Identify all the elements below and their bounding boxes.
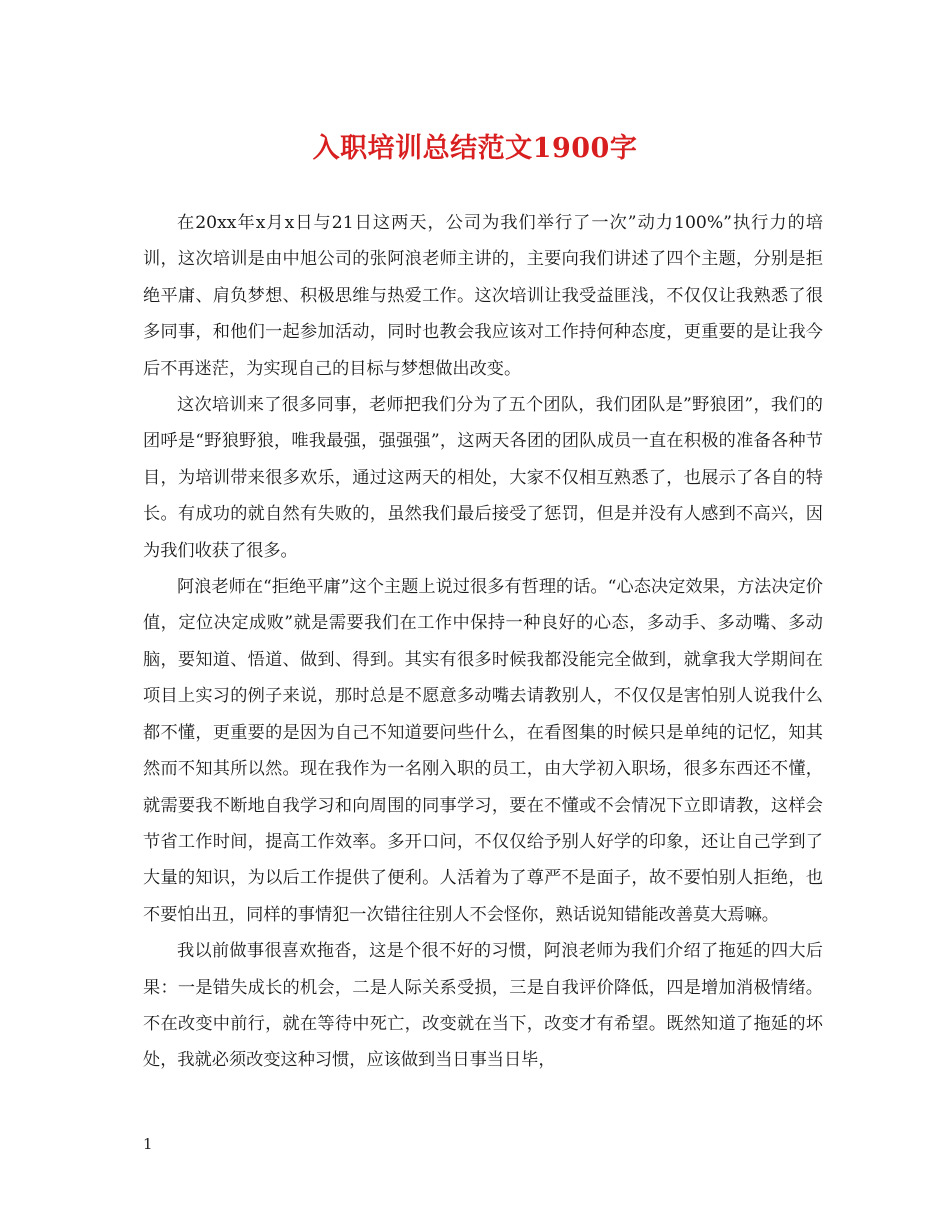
paragraph-1: 在20xx年x月x日与21日这两天，公司为我们举行了一次”动力100%”执行力的培训，这次培训是由中旭公司的张阿浪老师主讲的，主要向我们讲述了四个主题，分别是拒绝平庸、肩负梦想、积极思维与热爱工作。这次培训让我受益匪浅，不仅仅让我熟悉了很多同事，和他们一起参加活动，同时也教会我应该对工作持何种态度，更重要的是让我今后不再迷茫，为实现自己的目标与梦想做出改变。 [143,213,823,379]
paragraph-2: 这次培训来了很多同事，老师把我们分为了五个团队，我们团队是”野狼团”，我们的团呼是“野狼野狼，唯我最强，强强强”，这两天各团的团队成员一直在积极的准备各种节目，为培训带来很多欢乐，通过这两天的相处，大家不仅相互熟悉了，也展示了各自的特长。有成功的就自然有失败的，虽然我们最后接受了惩罚，但是并没有人感到不高兴，因为我们收获了很多。 [143,395,823,561]
page-number: 1 [143,1135,153,1153]
document-title: 入职培训总结范文1900字 [312,133,638,164]
paragraph-3: 阿浪老师在“拒绝平庸”这个主题上说过很多有哲理的话。“心态决定效果，方法决定价值，定位决定成败”就是需要我们在工作中保持一种良好的心态，多动手、多动嘴、多动脑，要知道、悟道、做到、得到。其实有很多时候我都没能完全做到，就拿我大学期间在项目上实习的例子来说，那时总是不愿意多动嘴去请教别人，不仅仅是害怕别人说我什么都不懂，更重要的是因为自己不知道要问些什么，在看图集的时候只是单纯的记忆，知其然而不知其所以然。现在我作为一名刚入职的员工，由大学初入职场，很多东西还不懂，就需要我不断地自我学习和向周围的同事学习，要在不懂或不会情况下立即请教，这样会节省工作时间，提高工作效率。多开口问，不仅仅给予别人好学的印象，还让自己学到了大量的知识，为以后工作提供了便利。人活着为了尊严不是面子，故不要怕别人拒绝，也不要怕出丑，同样的事情犯一次错往往别人不会怪你，熟话说知错能改善莫大焉嘛。 [143,577,823,925]
document-body [143,205,823,1079]
paragraph-4: 我以前做事很喜欢拖沓，这是个很不好的习惯，阿浪老师为我们介绍了拖延的四大后果：一是错失成长的机会，二是人际关系受损，三是自我评价降低，四是增加消极情绪。不在改变中前行，就在等待中死亡，改变就在当下，改变才有希望。既然知道了拖延的坏处，我就必须改变这种习惯，应该做到当日事当日毕， [143,941,823,1071]
